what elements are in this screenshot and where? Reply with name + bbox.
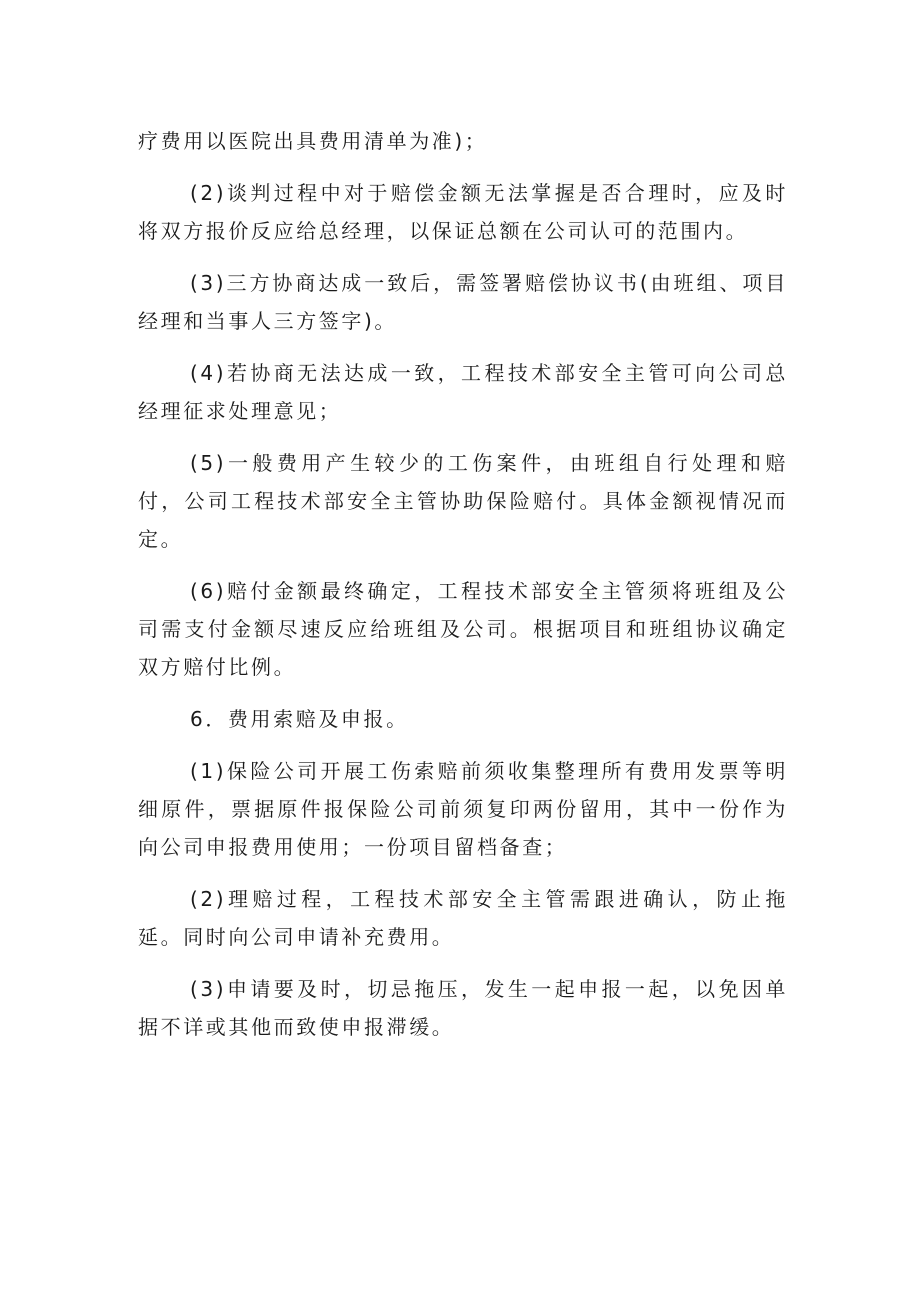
- document-body: [138, 122, 788, 1060]
- paragraph-sub-item-3: (3)申请要及时，切忌拖压，发生一起申报一起，以免因单据不详或其他而致使申报滞缓。: [138, 977, 788, 1039]
- paragraph-sub-item-2: (2)理赔过程，工程技术部安全主管需跟进确认，防止拖延。同时向公司申请补充费用。: [138, 887, 788, 949]
- paragraph-sub-item-1: (1)保险公司开展工伤索赔前须收集整理所有费用发票等明细原件，票据原件报保险公司前须复印两份留用，其中一份作为向公司申报费用使用；一份项目留档备查；: [138, 759, 788, 859]
- paragraph-item-2: (2)谈判过程中对于赔偿金额无法掌握是否合理时，应及时将双方报价反应给总经理，以保证总额在公司认可的范围内。: [138, 181, 788, 243]
- paragraph-item-5: (5)一般费用产生较少的工伤案件，由班组自行处理和赔付，公司工程技术部安全主管协助保险赔付。具体金额视情况而定。: [138, 451, 788, 551]
- paragraph-item-4: (4)若协商无法达成一致，工程技术部安全主管可向公司总经理征求处理意见；: [138, 361, 788, 423]
- paragraph-item-3: (3)三方协商达成一致后，需签署赔偿协议书(由班组、项目经理和当事人三方签字)。: [138, 271, 788, 333]
- section-heading-6: 6．费用索赔及申报。: [190, 707, 409, 731]
- paragraph-continuation: 疗费用以医院出具费用清单为准)；: [138, 129, 488, 153]
- paragraph-item-6: (6)赔付金额最终确定，工程技术部安全主管须将班组及公司需支付金额尽速反应给班组及公司。根据项目和班组协议确定双方赔付比例。: [138, 579, 788, 679]
